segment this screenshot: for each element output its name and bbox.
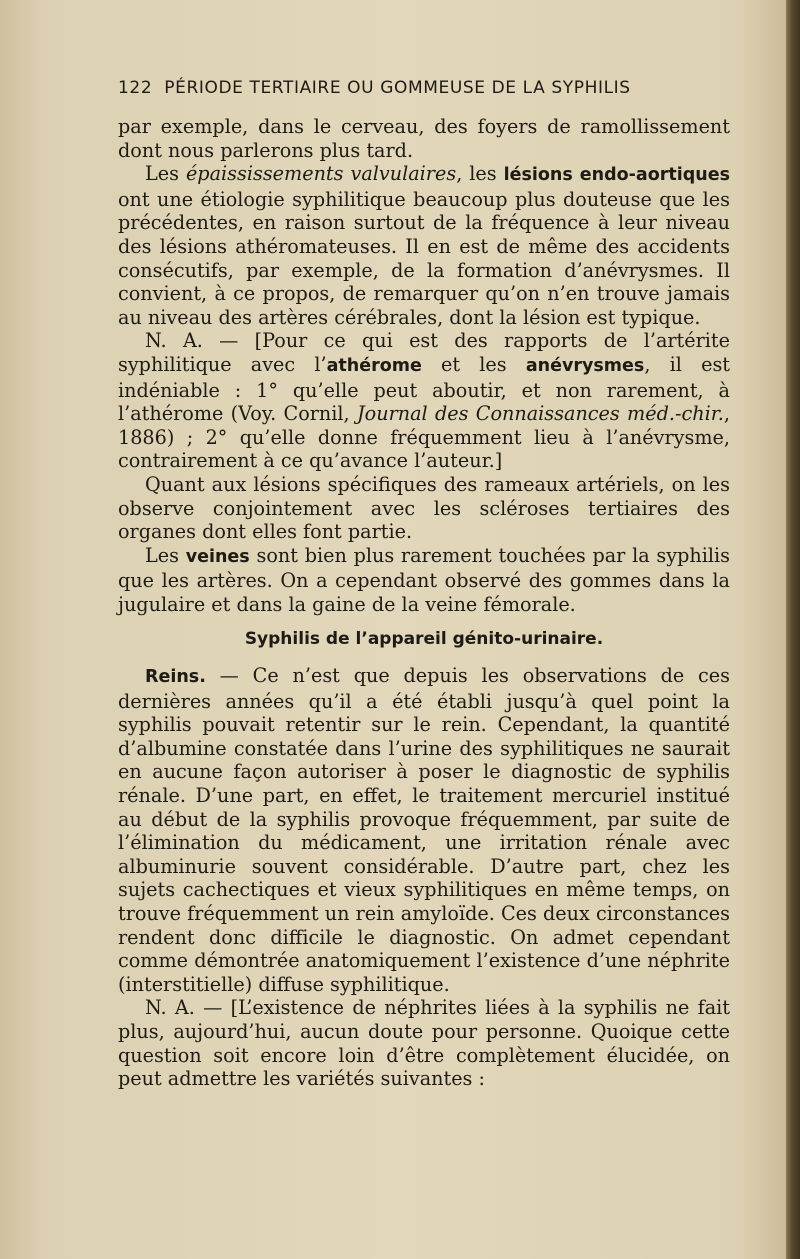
text-run: , 1886) ; 2° qu’elle donne fréquemment lieu à l’anévrysme, contrairement à ce qu’avance l’auteur.]: [118, 402, 730, 473]
text-run: , les: [456, 162, 504, 186]
paragraph-veins: [118, 544, 730, 617]
paragraph-valvular-lesions: [118, 162, 730, 329]
paragraph-kidneys: [118, 664, 730, 996]
text-run: , il est indéniable : 1° qu’elle peut aboutir, et non rarement, à l’athérome (Voy. Cornil,: [118, 352, 731, 426]
bold-term: veines: [185, 546, 250, 567]
bold-term: anévrysmes: [525, 355, 645, 376]
bold-term: lésions endo-aortiques: [503, 165, 731, 186]
text-run: N. A. — [Pour ce qui est des rapports de l’artérite syphilitique avec l’: [118, 329, 730, 376]
italic-term: épaississements valvulaires: [185, 162, 457, 186]
body-text: [118, 115, 730, 1091]
paragraph-continuation: par exemple, dans le cerveau, des foyers de ramollissement dont nous parlerons plus tard.: [118, 115, 730, 162]
text-run: et les: [421, 352, 526, 376]
page-number: 122: [118, 78, 153, 98]
running-title: PÉRIODE TERTIAIRE OU GOMMEUSE DE LA SYPHILIS: [164, 78, 631, 98]
italic-citation: Journal des Connaissances méd.-chir.: [356, 402, 724, 426]
running-header: [118, 78, 730, 98]
paragraph-author-note-1: [118, 329, 730, 473]
text-run: ont une étiologie syphilitique beaucoup plus douteuse que les précédentes, en raison surtout de la fréquence à leur niveau des lésions athéromateuses. Il en est de même des accidents consécutifs, par exemple, de la formation d’anévrysmes. Il convient, à ce propos, de remarquer qu’on n’en trouve jamais au niveau des artères cérébrales, dont la lésion est typique.: [118, 187, 730, 329]
text-run: sont bien plus rarement touchées par la syphilis que les artères. On a cependant observé des gommes dans la jugulaire et dans la gaine de la veine fémorale.: [118, 543, 731, 616]
text-run: Les: [145, 543, 186, 567]
bold-term: athérome: [326, 355, 422, 376]
bold-run-in-heading: Reins.: [145, 667, 206, 688]
paragraph-author-note-2: N. A. — [L’existence de néphrites liées à la syphilis ne fait plus, aujourd’hui, aucun doute pour personne. Quoique cette question soit encore loin d’être complètement élucidée, on peut admettre les variétés suivantes :: [118, 996, 730, 1091]
paragraph-arterial-branches: Quant aux lésions spécifiques des rameaux artériels, on les observe conjointement avec les scléroses tertiaires des organes dont elles font partie.: [118, 472, 730, 544]
text-run: Les: [145, 162, 186, 186]
section-heading: Syphilis de l’appareil génito-urinaire.: [244, 629, 604, 650]
book-edge: [786, 0, 800, 1259]
text-run: — Ce n’est que depuis les observations de ces dernières années qu’il a été établi jusqu’à quel point la syphilis pouvait retentir sur le rein. Cependant, la quantité d’albumine constatée dans l’urine des syphilitiques ne saurait en aucune façon autoriser à poser le diagnostic de syphilis rénale. D’une part, en effet, le traitement mercuriel institué au début de la syphilis provoque fréquemment, par suite de l’élimination du médicament, une irritation rénale avec albuminurie souvent considérable. D’autre part, chez les sujets cachectiques et vieux syphilitiques en même temps, on trouve fréquemment un rein amyloïde. Ces deux circonstances rendent donc difficile le diagnostic. On admet cependant comme démontrée anatomiquement l’existence d’une néphrite (interstitielle) diffuse syphilitique.: [118, 664, 730, 996]
